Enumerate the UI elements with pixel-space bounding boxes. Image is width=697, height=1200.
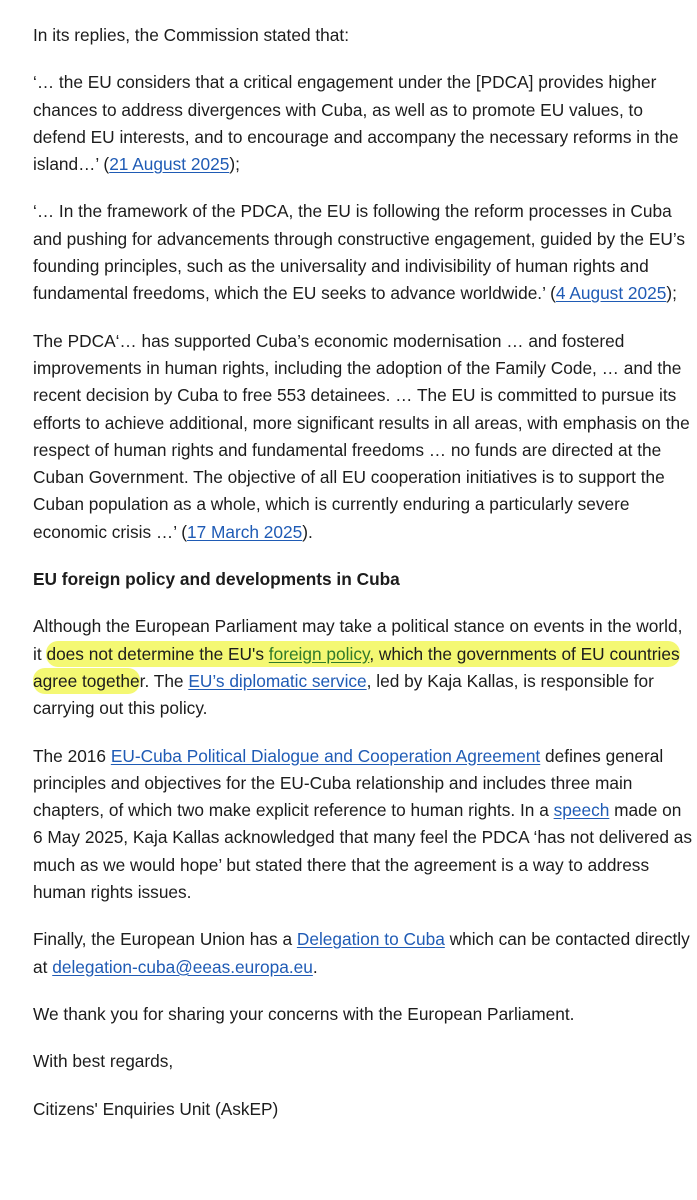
agreement-text-mid: defines general principles and objectives for the EU-Cuba relationship and includes three main chapters, of which two make explicit reference to human rights. In a xyxy=(33,745,664,821)
date-link-21-august[interactable]: 21 August 2025 xyxy=(109,154,230,175)
intro-text: In its replies, the Commission stated that: xyxy=(33,25,349,45)
date-link-17-march[interactable]: 17 March 2025 xyxy=(186,521,303,542)
policy-text-start: Although the European Parliament may take a political stance on events in the world, it xyxy=(33,616,683,664)
agreement-text-start: The 2016 xyxy=(33,745,111,766)
delegation-paragraph xyxy=(33,926,697,981)
quote-paragraph-1 xyxy=(33,69,697,178)
highlight-text-start: does not determine the EU's xyxy=(46,643,269,664)
quote-2-tail: ); xyxy=(666,283,677,304)
email-link[interactable]: delegation-cuba@eeas.europa.eu xyxy=(52,956,313,977)
quote-paragraph-3 xyxy=(33,328,697,546)
highlight-text-end: , which the governments of EU countries agree togethe xyxy=(33,643,680,691)
signature-line: Citizens' Enquiries Unit (AskEP) xyxy=(33,1098,279,1119)
foreign-policy-link[interactable]: foreign policy xyxy=(268,643,370,664)
delegation-text-mid: which can be contacted directly at xyxy=(33,929,690,977)
thanks-paragraph: We thank you for sharing your concerns with the European Parliament. xyxy=(33,1003,575,1024)
intro-paragraph xyxy=(33,22,697,49)
quote-2-text: ‘… In the framework of the PDCA, the EU is following the reform processes in Cuba and pushing for advancements through constructive engagement, guided by the EU’s founding principles, such as the universality and indivisibility of human rights and fundamental freedoms, which the EU seeks to advance worldwide.’ ( xyxy=(33,201,685,304)
section-heading: EU foreign policy and developments in Cuba xyxy=(33,569,400,590)
agreement-paragraph xyxy=(33,743,697,907)
quote-1-text: ‘… the EU considers that a critical engagement under the [PDCA] provides higher chances to address divergences with Cuba, as well as to promote EU values, to defend EU interests, and to encourage and accompany the necessary reforms in the island…’ ( xyxy=(33,72,679,175)
delegation-text-end: . xyxy=(312,956,318,977)
quote-1-tail: ); xyxy=(229,154,240,175)
delegation-text-start: Finally, the European Union has a xyxy=(33,929,297,950)
foreign-policy-paragraph xyxy=(33,613,697,722)
speech-link[interactable]: speech xyxy=(553,800,610,821)
quote-3-tail: ). xyxy=(302,521,313,542)
policy-text-end: , led by Kaja Kallas, is responsible for carrying out this policy. xyxy=(33,670,654,719)
diplomatic-service-link[interactable]: EU’s diplomatic service xyxy=(188,670,367,691)
quote-paragraph-2 xyxy=(33,198,697,307)
quote-3-text: The PDCA‘… has supported Cuba’s economic modernisation … and fostered improvements in human rights, including the adoption of the Family Code, … and the recent decision by Cuba to free 553 detainees. … The EU is committed to pursue its efforts to achieve additional, more significant results in all areas, with emphasis on the respect of human rights and fundamental freedoms … no funds are directed at the Cuban Government. The objective of all EU cooperation initiatives is to support the Cuban population as a whole, which is currently enduring a particularly severe economic crisis …’ ( xyxy=(33,330,690,542)
delegation-link[interactable]: Delegation to Cuba xyxy=(296,929,445,950)
policy-text-mid: r. The xyxy=(139,670,189,691)
pdca-agreement-link[interactable]: EU-Cuba Political Dialogue and Cooperation Agreement xyxy=(110,745,541,766)
agreement-text-end: made on 6 May 2025, Kaja Kallas acknowledged that many feel the PDCA ‘has not delivered as much as we would hope’ but stated there that the agreement is a way to address human rights issues. xyxy=(33,800,692,903)
regards-line: With best regards, xyxy=(33,1051,174,1072)
date-link-4-august[interactable]: 4 August 2025 xyxy=(555,283,667,304)
